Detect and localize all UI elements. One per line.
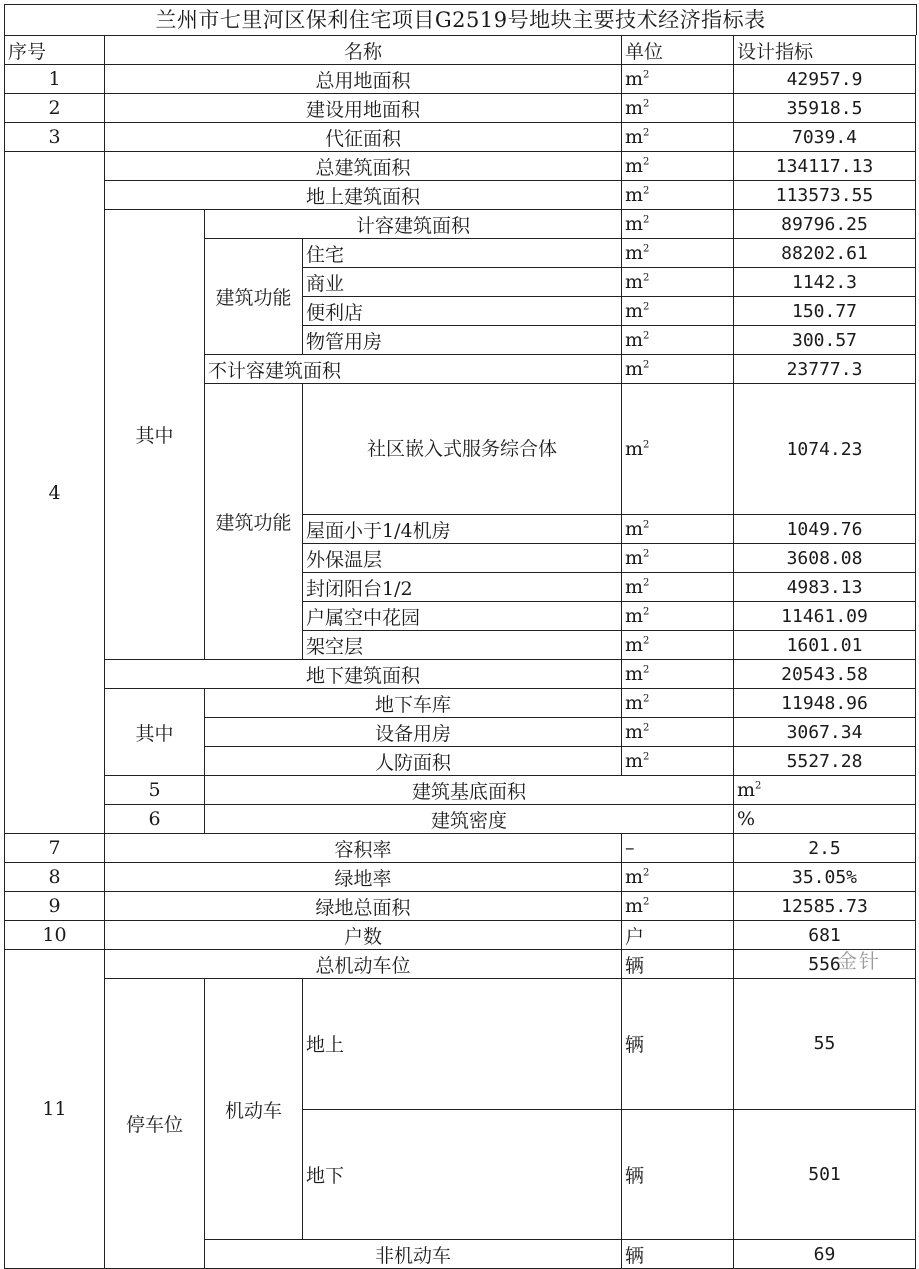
row-value: 5527.28 <box>734 747 916 776</box>
row-name: 总机动车位 <box>105 950 622 979</box>
table-row <box>5 776 916 805</box>
table-row <box>5 181 916 210</box>
row-value: 3608.08 <box>734 544 916 573</box>
header-row <box>5 36 916 65</box>
row-name: 户属空中花园 <box>303 602 622 631</box>
row-name: 外保温层 <box>303 544 622 573</box>
row-value: 1142.3 <box>734 268 916 297</box>
row-unit: $m^2$ <box>622 515 734 544</box>
row-value: 20543.58 <box>734 660 916 689</box>
row-value: 89796.25 <box>734 210 916 239</box>
row-unit: 辆 <box>622 950 734 979</box>
table-row <box>5 863 916 892</box>
row-unit: $m^2$ <box>622 210 734 239</box>
row-unit: $m^2$ <box>622 181 734 210</box>
table-row <box>5 892 916 921</box>
row-value: 1049.76 <box>734 515 916 544</box>
row-unit: $m^2$ <box>622 326 734 355</box>
row-name: 地下车库 <box>205 689 622 718</box>
row-seq: 5 <box>105 776 205 805</box>
row-value: 11461.09 <box>734 602 916 631</box>
row-seq: 10 <box>5 921 105 950</box>
row-value: 12585.73 <box>734 892 916 921</box>
row-value: 1074.23 <box>734 384 916 515</box>
row-name: 建设用地面积 <box>105 94 622 123</box>
row-name: 封闭阳台1/2 <box>303 573 622 602</box>
table-row <box>5 689 916 718</box>
row-unit: $m^2$ <box>622 660 734 689</box>
row-seq: 9 <box>5 892 105 921</box>
row-name: 地下建筑面积 <box>105 660 622 689</box>
row-name: 不计容建筑面积 <box>205 355 622 384</box>
row-unit: $m^2$ <box>622 355 734 384</box>
group-label-function: 建筑功能 <box>205 384 303 660</box>
table-row <box>5 660 916 689</box>
row-name: 便利店 <box>303 297 622 326</box>
row-unit: $m^2$ <box>622 94 734 123</box>
row-seq: 7 <box>5 834 105 863</box>
row-value: 1601.01 <box>734 631 916 660</box>
header-unit: 单位 <box>622 36 734 65</box>
table-row <box>5 123 916 152</box>
row-name: 容积率 <box>105 834 622 863</box>
row-value: 556 <box>734 950 916 979</box>
row-name: 住宅 <box>303 239 622 268</box>
row-name: 绿地总面积 <box>105 892 622 921</box>
row-value: 11948.96 <box>734 689 916 718</box>
table-title: 兰州市七里河区保利住宅项目G2519号地块主要技术经济指标表 <box>4 4 917 35</box>
row-name: 非机动车 <box>205 1240 622 1269</box>
row-unit: $m^2$ <box>622 152 734 181</box>
row-value: 501 <box>734 1109 916 1240</box>
row-unit: $m^2$ <box>622 65 734 94</box>
row-name: 代征面积 <box>105 123 622 152</box>
group-label-qizhong: 其中 <box>105 210 205 660</box>
row-seq: 1 <box>5 65 105 94</box>
row-name: 总建筑面积 <box>105 152 622 181</box>
row-value: 681 <box>734 921 916 950</box>
header-design: 设计指标 <box>734 36 916 65</box>
row-name: 设备用房 <box>205 718 622 747</box>
row-value: 2.5 <box>734 834 916 863</box>
table-row <box>5 805 916 834</box>
row-unit: $m^2$ <box>622 268 734 297</box>
row-unit: 户 <box>622 921 734 950</box>
header-seq: 序号 <box>5 36 105 65</box>
row-seq: 2 <box>5 94 105 123</box>
row-name: 商业 <box>303 268 622 297</box>
row-unit: $m^2$ <box>734 776 916 805</box>
group-label-parking: 停车位 <box>105 979 205 1269</box>
row-value: 55 <box>734 979 916 1110</box>
row-value: 23777.3 <box>734 355 916 384</box>
row-name: 物管用房 <box>303 326 622 355</box>
group-label-function: 建筑功能 <box>205 239 303 355</box>
row-name: 架空层 <box>303 631 622 660</box>
group-label-qizhong: 其中 <box>105 689 205 776</box>
watermark: 金针 <box>837 949 881 973</box>
row-value: 42957.9 <box>734 65 916 94</box>
row-unit: $m^2$ <box>622 544 734 573</box>
row-value: 35.05% <box>734 863 916 892</box>
row-unit: $m^2$ <box>622 297 734 326</box>
header-name: 名称 <box>105 36 622 65</box>
table-row <box>5 834 916 863</box>
row-unit: 辆 <box>622 979 734 1110</box>
row-value: 3067.34 <box>734 718 916 747</box>
row-name: 计容建筑面积 <box>205 210 622 239</box>
row-unit: $m^2$ <box>622 384 734 515</box>
row-name: 地上 <box>303 979 622 1110</box>
row-value: 4983.13 <box>734 573 916 602</box>
row-unit: 辆 <box>622 1240 734 1269</box>
row-name: 社区嵌入式服务综合体 <box>303 384 622 515</box>
row-value: 35918.5 <box>734 94 916 123</box>
row-unit: $m^2$ <box>622 123 734 152</box>
row-unit: % <box>734 805 916 834</box>
row-unit: $m^2$ <box>622 631 734 660</box>
row-unit: 辆 <box>622 1109 734 1240</box>
row-name: 地下 <box>303 1109 622 1240</box>
group-label-motor: 机动车 <box>205 979 303 1240</box>
row-unit: $m^2$ <box>622 747 734 776</box>
table-row <box>5 210 916 239</box>
row-unit: – <box>622 834 734 863</box>
row-seq: 6 <box>105 805 205 834</box>
table-row <box>5 152 916 181</box>
row-seq: 8 <box>5 863 105 892</box>
row-value: 134117.13 <box>734 152 916 181</box>
row-name: 总用地面积 <box>105 65 622 94</box>
table-row <box>5 65 916 94</box>
row-name: 屋面小于1/4机房 <box>303 515 622 544</box>
row-value: 300.57 <box>734 326 916 355</box>
row-name: 绿地率 <box>105 863 622 892</box>
row-unit: $m^2$ <box>622 573 734 602</box>
indicator-table <box>4 35 916 1269</box>
table-row <box>5 950 916 979</box>
row-name: 地上建筑面积 <box>105 181 622 210</box>
row-unit: $m^2$ <box>622 239 734 268</box>
table-row <box>5 979 916 1110</box>
row-unit: $m^2$ <box>622 689 734 718</box>
table-row <box>5 921 916 950</box>
row-unit: $m^2$ <box>622 718 734 747</box>
row-name: 建筑密度 <box>205 805 734 834</box>
row-value: 69 <box>734 1240 916 1269</box>
row-name: 户数 <box>105 921 622 950</box>
row-value: 150.77 <box>734 297 916 326</box>
row-unit: $m^2$ <box>622 892 734 921</box>
row-name: 建筑基底面积 <box>205 776 734 805</box>
row-value: 113573.55 <box>734 181 916 210</box>
row-seq: 11 <box>5 950 105 1269</box>
row-value: 7039.4 <box>734 123 916 152</box>
table-row <box>5 94 916 123</box>
row-unit: $m^2$ <box>622 863 734 892</box>
row-seq: 3 <box>5 123 105 152</box>
row-unit: $m^2$ <box>622 602 734 631</box>
row-value: 88202.61 <box>734 239 916 268</box>
row-seq: 4 <box>5 152 105 834</box>
row-name: 人防面积 <box>205 747 622 776</box>
